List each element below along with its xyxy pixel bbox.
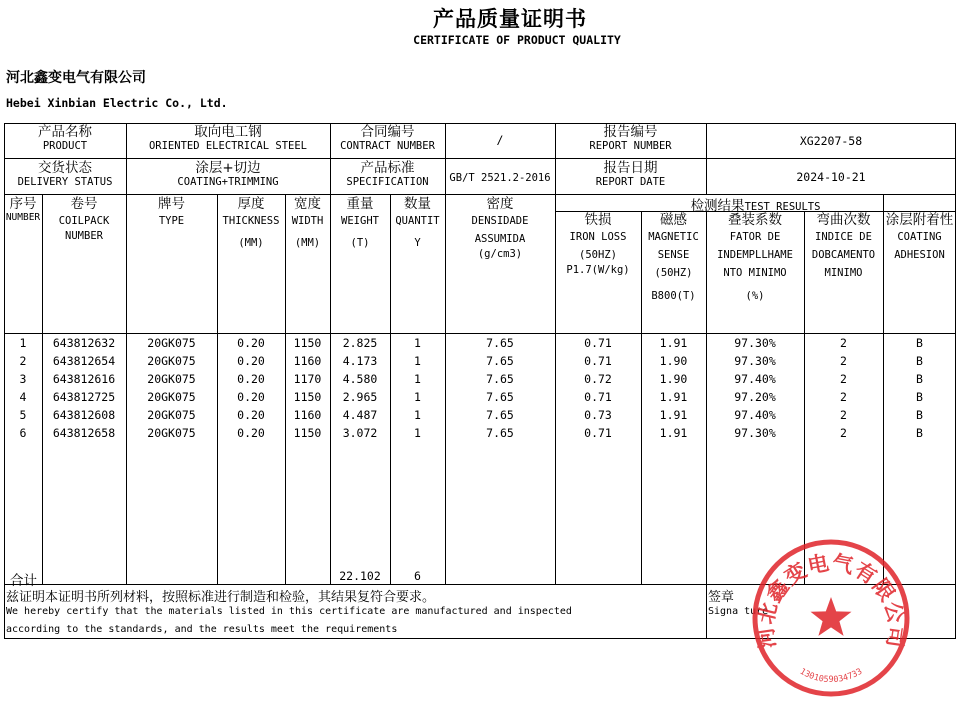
cell-thick: 0.20 bbox=[237, 426, 265, 440]
cell-no: 3 bbox=[19, 372, 27, 386]
cell-type: 20GK075 bbox=[147, 354, 196, 368]
col-weight-header: 重量 WEIGHT (T) bbox=[341, 196, 379, 250]
grid-line bbox=[126, 194, 127, 584]
cell-bend: 2 bbox=[840, 354, 847, 368]
cell-thick: 0.20 bbox=[237, 336, 265, 350]
col-width-header: 宽度 WIDTH (MM) bbox=[291, 196, 324, 250]
cell-mag: 1.91 bbox=[659, 426, 688, 440]
cell-stack: 97.40% bbox=[734, 408, 776, 422]
cell-type: 20GK075 bbox=[147, 408, 196, 422]
grid-line bbox=[42, 194, 43, 584]
contract-label: 合同编号 CONTRACT NUMBER bbox=[340, 124, 435, 153]
cell-bend: 2 bbox=[840, 336, 847, 350]
certification-statement-english-1: We hereby certify that the materials listed in this certificate are manufactured and inspected bbox=[6, 606, 572, 617]
grid-line bbox=[706, 584, 707, 639]
grid-line bbox=[390, 194, 391, 584]
col-type-header: 牌号 TYPE bbox=[158, 196, 185, 228]
grid-line bbox=[330, 194, 331, 584]
cell-weight: 2.825 bbox=[342, 336, 378, 350]
cell-coil: 643812658 bbox=[52, 426, 116, 440]
cell-width: 1150 bbox=[293, 336, 322, 350]
delivery-status-value: 涂层+切边 COATING+TRIMMING bbox=[177, 160, 279, 189]
cell-bend: 2 bbox=[840, 390, 847, 404]
seal-code-text: 1301059034733 bbox=[797, 666, 865, 686]
grid-line bbox=[4, 333, 956, 334]
cell-type: 20GK075 bbox=[147, 426, 196, 440]
cell-thick: 0.20 bbox=[237, 354, 265, 368]
col-density-header: 密度 DENSIDADE ASSUMIDA (g/cm3) bbox=[471, 196, 529, 261]
cell-type: 20GK075 bbox=[147, 390, 196, 404]
cell-coat: B bbox=[916, 336, 923, 350]
cell-coat: B bbox=[916, 408, 923, 422]
specification-label: 产品标准 SPECIFICATION bbox=[346, 160, 429, 189]
col-quantity-header: 数量 QUANTIT Y bbox=[395, 196, 440, 250]
specification-value: GB/T 2521.2-2016 bbox=[449, 172, 551, 184]
cell-coil: 643812632 bbox=[52, 336, 116, 350]
cell-stack: 97.30% bbox=[734, 354, 776, 368]
company-seal bbox=[750, 537, 912, 699]
cell-coat: B bbox=[916, 426, 923, 440]
certification-statement-english-2: according to the standards, and the results meet the requirements bbox=[6, 624, 398, 635]
col-thickness-header: 厚度 THICKNESS (MM) bbox=[222, 196, 280, 250]
report-date-label: 报告日期 REPORT DATE bbox=[595, 160, 666, 189]
cell-qty: 1 bbox=[414, 408, 421, 422]
col-coating-adhesion-header: 涂层附着性 COATING ADHESION bbox=[885, 212, 954, 262]
cell-thick: 0.20 bbox=[237, 372, 265, 386]
signature-label-english: Signa ture bbox=[708, 606, 769, 617]
cell-mag: 1.91 bbox=[659, 390, 688, 404]
total-label: 合计 bbox=[10, 573, 37, 589]
company-name: 河北鑫变电气有限公司 bbox=[6, 70, 146, 86]
cell-iron: 0.71 bbox=[584, 426, 612, 440]
cell-density: 7.65 bbox=[486, 372, 514, 386]
document-title-english: CERTIFICATE OF PRODUCT QUALITY bbox=[413, 33, 621, 47]
contract-value: / bbox=[496, 133, 504, 147]
seal-star-icon bbox=[811, 597, 852, 636]
cell-coat: B bbox=[916, 372, 923, 386]
cell-iron: 0.71 bbox=[584, 354, 612, 368]
cell-width: 1150 bbox=[293, 426, 322, 440]
cell-qty: 1 bbox=[414, 336, 421, 350]
col-bend-header: 弯曲次数 INDICE DE DOBCAMENTO MINIMO bbox=[811, 212, 876, 280]
cell-density: 7.65 bbox=[486, 336, 514, 350]
grid-line bbox=[285, 194, 286, 584]
cell-bend: 2 bbox=[840, 408, 847, 422]
signature-label: 签章 bbox=[708, 590, 735, 605]
product-label: 产品名称 PRODUCT bbox=[38, 124, 92, 153]
total-weight: 22.102 bbox=[339, 569, 381, 583]
company-name-english: Hebei Xinbian Electric Co., Ltd. bbox=[6, 96, 228, 110]
cell-iron: 0.72 bbox=[584, 372, 612, 386]
cell-coil: 643812725 bbox=[52, 390, 116, 404]
cell-bend: 2 bbox=[840, 426, 847, 440]
cell-stack: 97.20% bbox=[734, 390, 776, 404]
cell-coat: B bbox=[916, 354, 923, 368]
svg-text:1301059034733 bbox=[798, 667, 864, 685]
test-results-header: 检测结果TEST RESULTS bbox=[690, 198, 821, 214]
product-value: 取向电工钢 ORIENTED ELECTRICAL STEEL bbox=[148, 124, 308, 153]
cell-qty: 1 bbox=[414, 372, 421, 386]
cell-no: 4 bbox=[19, 390, 27, 404]
certification-statement: 兹证明本证明书所列材料，按照标准进行制造和检验，其结果复符合要求。 bbox=[6, 590, 436, 605]
cell-weight: 4.487 bbox=[342, 408, 378, 422]
delivery-status-label: 交货状态 DELIVERY STATUS bbox=[17, 160, 113, 189]
cell-width: 1160 bbox=[293, 354, 322, 368]
cell-mag: 1.90 bbox=[659, 354, 688, 368]
grid-line bbox=[217, 194, 218, 584]
cell-mag: 1.91 bbox=[659, 408, 688, 422]
cell-weight: 4.580 bbox=[342, 372, 378, 386]
cell-type: 20GK075 bbox=[147, 372, 196, 386]
cell-thick: 0.20 bbox=[237, 408, 265, 422]
col-stacking-factor-header: 叠装系数 FATOR DE INDEMPLLHAME NTO MINIMO (%) bbox=[717, 212, 793, 303]
cell-weight: 2.965 bbox=[342, 390, 378, 404]
cell-width: 1150 bbox=[293, 390, 322, 404]
cell-qty: 1 bbox=[414, 390, 421, 404]
cell-no: 1 bbox=[19, 336, 27, 350]
cell-coat: B bbox=[916, 390, 923, 404]
cell-coil: 643812654 bbox=[52, 354, 116, 368]
cell-coil: 643812608 bbox=[52, 408, 116, 422]
cell-iron: 0.71 bbox=[584, 390, 612, 404]
cell-no: 6 bbox=[19, 426, 27, 440]
cell-density: 7.65 bbox=[486, 390, 514, 404]
cell-bend: 2 bbox=[840, 372, 847, 386]
cell-qty: 1 bbox=[414, 354, 421, 368]
col-iron-loss-header: 铁损 IRON LOSS (50HZ) P1.7(W/kg) bbox=[566, 212, 630, 277]
col-coil-header: 卷号 COILPACK NUMBER bbox=[58, 196, 110, 243]
cell-iron: 0.71 bbox=[584, 336, 612, 350]
cell-density: 7.65 bbox=[486, 408, 514, 422]
cell-iron: 0.73 bbox=[584, 408, 612, 422]
total-quantity: 6 bbox=[414, 569, 421, 583]
cell-type: 20GK075 bbox=[147, 336, 196, 350]
cell-qty: 1 bbox=[414, 426, 421, 440]
cell-weight: 4.173 bbox=[342, 354, 378, 368]
cell-thick: 0.20 bbox=[237, 390, 265, 404]
cell-width: 1170 bbox=[293, 372, 322, 386]
cell-density: 7.65 bbox=[486, 426, 514, 440]
report-number-value: XG2207-58 bbox=[799, 134, 863, 148]
cell-mag: 1.91 bbox=[659, 336, 688, 350]
cell-coil: 643812616 bbox=[52, 372, 116, 386]
grid-line bbox=[4, 158, 956, 159]
document-title: 产品质量证明书 bbox=[433, 6, 587, 31]
report-number-label: 报告编号 REPORT NUMBER bbox=[589, 124, 672, 153]
cell-width: 1160 bbox=[293, 408, 322, 422]
cell-no: 2 bbox=[19, 354, 27, 368]
seal-company-text: 河北鑫变电气有限公司 bbox=[753, 550, 909, 650]
cell-mag: 1.90 bbox=[659, 372, 688, 386]
cell-stack: 97.30% bbox=[734, 426, 776, 440]
cell-stack: 97.30% bbox=[734, 336, 776, 350]
cell-weight: 3.072 bbox=[342, 426, 378, 440]
col-magnetic-sense-header: 磁感 MAGNETIC SENSE (50HZ) B800(T) bbox=[648, 212, 699, 303]
cell-density: 7.65 bbox=[486, 354, 514, 368]
col-number-header: 序号 NUMBER bbox=[5, 196, 41, 224]
cell-no: 5 bbox=[19, 408, 27, 422]
report-date-value: 2024-10-21 bbox=[796, 170, 866, 184]
cell-stack: 97.40% bbox=[734, 372, 776, 386]
